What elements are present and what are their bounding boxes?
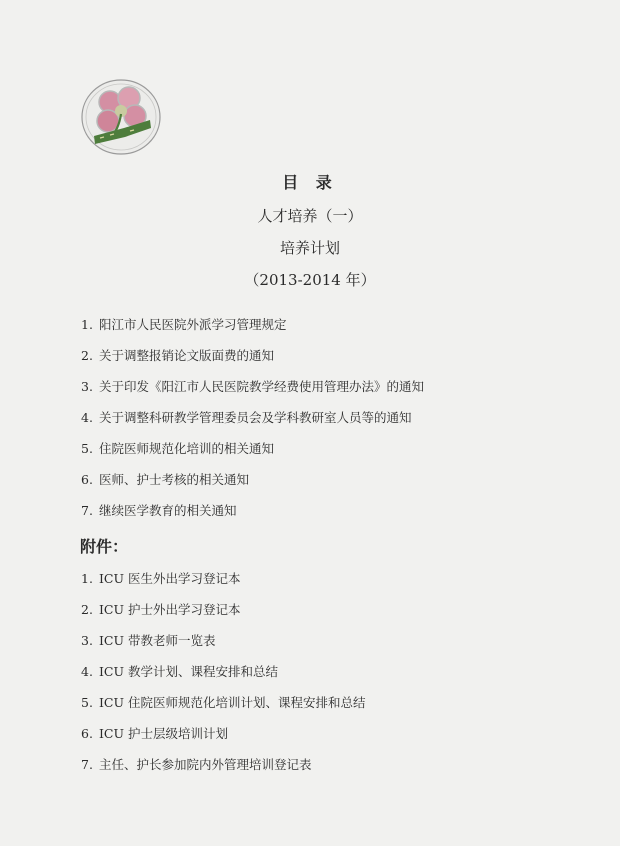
annex-list (81, 563, 365, 780)
list-item (81, 718, 365, 749)
item-number: 4. (81, 410, 93, 425)
toc-title: 目 录 (282, 173, 338, 192)
item-number: 3. (81, 633, 93, 648)
item-text: 关于调整报销论文版面费的通知 (98, 348, 274, 363)
item-number: 7. (81, 757, 93, 772)
year-range-subtitle: （2013-2014 年） (244, 271, 376, 289)
list-item (81, 402, 424, 433)
item-text: ICU 医生外出学习登记本 (98, 571, 241, 586)
list-item (81, 433, 424, 464)
item-number: 1. (81, 571, 93, 586)
item-text: 继续医学教育的相关通知 (98, 503, 237, 518)
item-text: ICU 教学计划、课程安排和总结 (98, 664, 278, 679)
list-item (81, 464, 424, 495)
item-text: 关于调整科研教学管理委员会及学科教研室人员等的通知 (98, 410, 412, 425)
item-text: ICU 护士外出学习登记本 (98, 602, 241, 617)
training-plan-subtitle: 培养计划 (279, 239, 340, 257)
four-leaf-clover-emblem-icon (80, 78, 162, 156)
item-number: 4. (81, 664, 93, 679)
annex-heading: 附件： (80, 537, 129, 556)
toc-header (0, 172, 620, 296)
item-number: 1. (81, 317, 93, 332)
item-number: 5. (81, 441, 93, 456)
item-text: ICU 带教老师一览表 (98, 633, 216, 648)
item-number: 5. (81, 695, 93, 710)
list-item (81, 495, 424, 526)
item-number: 6. (81, 472, 93, 487)
item-number: 6. (81, 726, 93, 741)
list-item (81, 594, 365, 625)
list-item (81, 656, 365, 687)
item-number: 2. (81, 348, 93, 363)
item-text: ICU 住院医师规范化培训计划、课程安排和总结 (98, 695, 366, 710)
item-number: 7. (81, 503, 93, 518)
list-item (81, 625, 365, 656)
list-item (81, 749, 365, 780)
toc-main-list (81, 309, 424, 526)
item-text: 医师、护士考核的相关通知 (98, 472, 249, 487)
item-text: 主任、护长参加院内外管理培训登记表 (98, 757, 312, 772)
list-item (81, 563, 365, 594)
item-text: 关于印发《阳江市人民医院教学经费使用管理办法》的通知 (98, 379, 424, 394)
item-text: 住院医师规范化培训的相关通知 (98, 441, 274, 456)
list-item (81, 371, 424, 402)
item-text: 阳江市人民医院外派学习管理规定 (98, 317, 287, 332)
list-item (81, 309, 424, 340)
item-text: ICU 护士层级培训计划 (98, 726, 228, 741)
talent-cultivation-subtitle: 人才培养（一） (257, 207, 363, 225)
item-number: 3. (81, 379, 93, 394)
item-number: 2. (81, 602, 93, 617)
list-item (81, 687, 365, 718)
list-item (81, 340, 424, 371)
